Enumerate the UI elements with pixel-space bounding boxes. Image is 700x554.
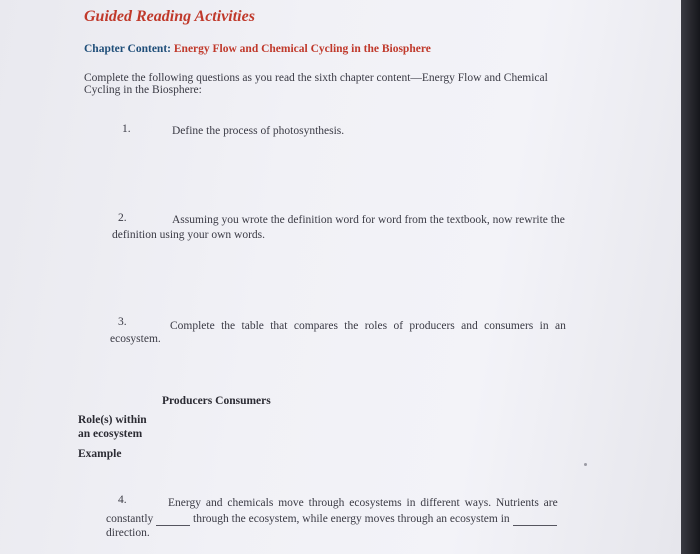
row-label-example: Example — [78, 448, 122, 460]
question-4-text-cont: constantly through the ecosystem, while energy moves through an ecosystem in — [106, 513, 557, 526]
question-3-number: 3. — [118, 316, 127, 328]
question-2-text: Assuming you wrote the definition word for word from the textbook, now rewrite the — [172, 214, 565, 226]
row-label-roles: Role(s) within an ecosystem — [78, 414, 147, 440]
blank-2[interactable] — [513, 513, 557, 526]
question-1-text: Define the process of photosynthesis. — [172, 125, 345, 137]
consumers-column-header: Consumers — [215, 395, 271, 407]
page-title: Guided Reading Activities — [84, 8, 255, 25]
question-2-text-cont: definition using your own words. — [112, 229, 266, 241]
question-1-number: 1. — [122, 123, 131, 135]
table-header — [162, 395, 271, 407]
intro-line-2: Cycling in the Biosphere: — [84, 84, 202, 96]
blank-1[interactable] — [156, 513, 190, 526]
question-2-number: 2. — [118, 212, 127, 224]
producers-column-header: Producers — [162, 395, 213, 407]
question-4-number: 4. — [118, 494, 127, 506]
desk-background — [681, 0, 700, 554]
question-3-text: Complete the table that compares the roles of producers and consumers in an — [170, 320, 566, 332]
chapter-heading — [84, 43, 431, 55]
question-4-text: Energy and chemicals move through ecosystems in different ways. Nutrients are — [168, 497, 558, 509]
intro-line-1: Complete the following questions as you read the sixth chapter content—Energy Flow and Chemical — [84, 72, 548, 84]
speck — [584, 463, 587, 466]
question-4-text-end: direction. — [106, 527, 150, 539]
chapter-title: Energy Flow and Chemical Cycling in the Biosphere — [173, 43, 431, 55]
question-3-text-cont: ecosystem. — [110, 333, 161, 345]
chapter-label: Chapter Content: — [84, 43, 171, 55]
